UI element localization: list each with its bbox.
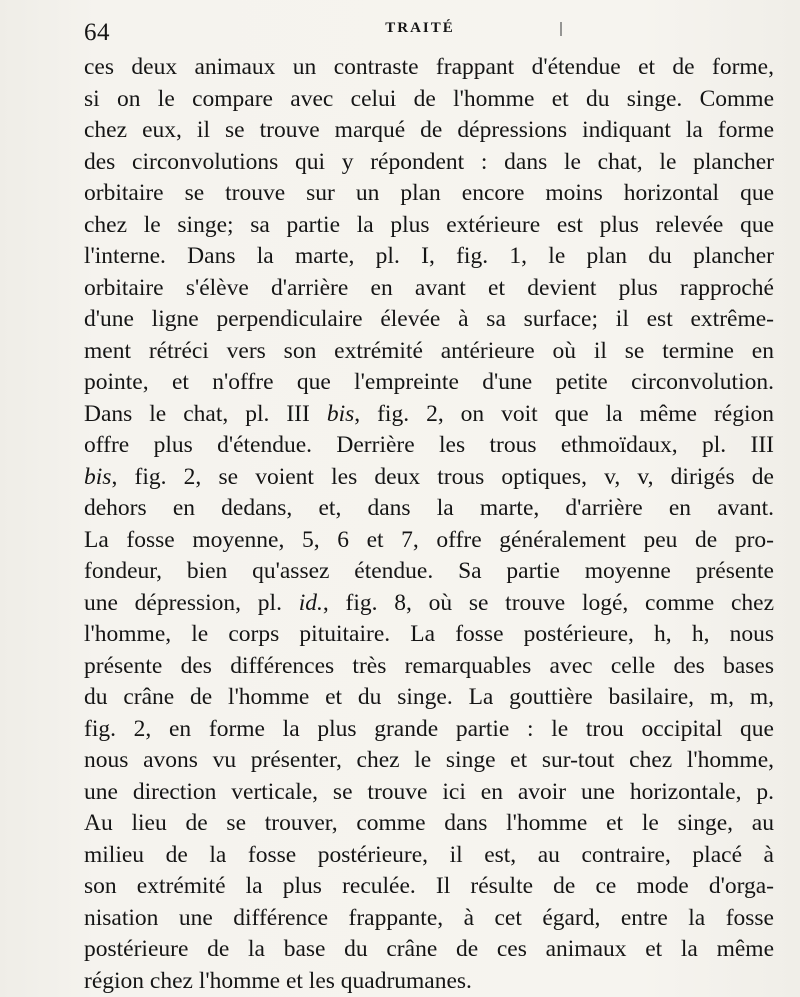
text-line: l'homme, le corps pituitaire. La fosse postérieure, h, h, nous [84,621,774,647]
text-line: ment rétréci vers son extrémité antérieure où il se termine en [84,337,774,364]
body-text [84,52,774,997]
text-line: chez le singe; sa partie la plus extérieure est plus relevée que [84,211,774,238]
italic-word: id. [298,589,323,616]
text-line: son extrémité la plus reculée. Il résulte de ce mode d'orga- [84,873,774,899]
text-line: des circonvolutions qui y répondent : dans le chat, le plancher [84,148,774,175]
text-line: une dépression, pl. id., fig. 8, où se trouve logé, comme chez [84,589,774,616]
text-line: du crâne de l'homme et du singe. La gouttière basilaire, m, m, [84,684,774,710]
text-line: postérieure de la base du crâne de ces animaux et la même [84,936,774,962]
italic-word: bis [84,463,112,490]
text-line: Au lieu de se trouver, comme dans l'homme et le singe, au [84,810,774,836]
text-line: présente des différences très remarquables avec celle des bases [84,652,774,679]
text-line: bis, fig. 2, se voient les deux trous optiques, v, v, dirigés de [84,463,774,490]
text-line: d'une ligne perpendiculaire élevée à sa surface; il est extrême- [84,306,774,332]
text-line: nisation une différence frappante, à cet égard, entre la fosse [84,904,774,931]
text-line: dehors en dedans, et, dans la marte, d'arrière en avant. [84,495,774,521]
text-line: fig. 2, en forme la plus grande partie : le trou occipital que [84,715,774,742]
running-head: TRAITÉ [385,20,455,36]
text-line: milieu de la fosse postérieure, il est, au contraire, placé à [84,841,774,868]
text-line: nous avons vu présenter, chez le singe et sur-tout chez l'homme, [84,747,774,773]
text-line: si on le compare avec celui de l'homme et du singe. Comme [84,85,774,112]
text-line: fondeur, bien qu'assez étendue. Sa partie moyenne présente [84,558,774,584]
text-line: une direction verticale, se trouve ici en avoir une horizontale, p. [84,778,774,805]
text-line: pointe, et n'offre que l'empreinte d'une petite circonvolution. [84,369,774,395]
text-line: l'interne. Dans la marte, pl. I, fig. 1, le plan du plancher [84,243,774,269]
text-line: orbitaire s'élève d'arrière en avant et devient plus rapproché [84,274,774,301]
text-line: région chez l'homme et les quadrumanes. [84,967,472,994]
text-line: La fosse moyenne, 5, 6 et 7, offre généralement peu de pro- [84,526,774,553]
text-line: Dans le chat, pl. III bis, fig. 2, on voit que la même région [84,400,774,427]
text-line: offre plus d'étendue. Derrière les trous ethmoïdaux, pl. III [84,432,774,458]
italic-word: bis [326,400,355,427]
text-line: ces deux animaux un contraste frappant d'étendue et de forme, [84,54,774,80]
text-line: orbitaire se trouve sur un plan encore moins horizontal que [84,180,774,206]
page-number: 64 [84,19,110,46]
text-line: chez eux, il se trouve marqué de dépressions indiquant la forme [84,117,774,143]
